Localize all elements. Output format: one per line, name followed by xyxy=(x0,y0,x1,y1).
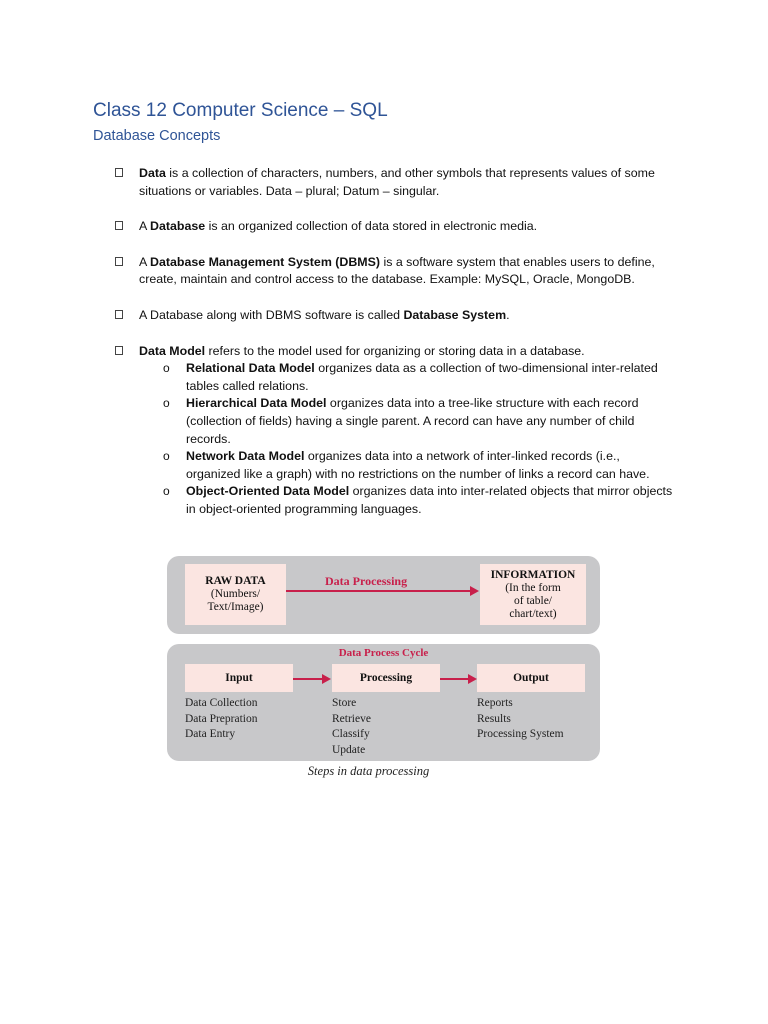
model-relational: o Relational Data Model organizes data as a collection of two-dimensional inter-related tables called relations. xyxy=(163,361,658,393)
cycle-title: Data Process Cycle xyxy=(338,647,429,659)
arrow-right-icon xyxy=(470,586,479,596)
stage-input: Input xyxy=(185,664,293,692)
circle-bullet-icon: o xyxy=(163,484,170,499)
stage-output: Output xyxy=(477,664,585,692)
bullet-data-model: Data Model refers to the model used for organizing or storing data in a database. o Relational Data Model organizes data as a collection of two-dimensional inter-related tables called relations. o Hierarchical Data Model organizes data into a tree-like structure with each record (collection of fields) having a single parent. A record can have any number of child records. o Network Data Model organizes data into a network of inter-linked records (i.e., organized like a graph) with no restrictions on the number of links a record can have. o Object-Oriented Data Model organizes data into inter-related objects that mirror objects in object-oriented programming languages. xyxy=(115,343,675,519)
output-steps: Reports Results Processing System xyxy=(477,697,564,740)
page-title: Class 12 Computer Science – SQL xyxy=(93,100,388,121)
circle-bullet-icon: o xyxy=(163,449,170,464)
circle-bullet-icon: o xyxy=(163,396,170,411)
bullet-dbms: A Database Management System (DBMS) is a software system that enables users to define, create, maintain and control access to the database. Example: MySQL, Oracle, MongoDB. xyxy=(115,254,675,289)
checkbox-bullet-icon xyxy=(115,257,123,266)
checkbox-bullet-icon xyxy=(115,221,123,230)
bullet-database: A Database is an organized collection of data stored in electronic media. xyxy=(115,218,675,236)
process-arrow-line xyxy=(286,590,470,592)
diagram-caption: Steps in data processing xyxy=(307,764,430,778)
data-model-list xyxy=(139,360,675,518)
data-processing-label: Data Processing xyxy=(325,574,408,588)
term-dbms: Database Management System (DBMS) xyxy=(150,254,381,269)
arrow-right-icon xyxy=(468,674,477,684)
arrow-right-icon xyxy=(322,674,331,684)
bullet-database-system: A Database along with DBMS software is called Database System. xyxy=(115,307,675,325)
term-data-model: Data Model xyxy=(139,343,206,358)
term-data: Data xyxy=(139,166,166,180)
checkbox-bullet-icon xyxy=(115,310,123,319)
term-database-system: Database System xyxy=(403,307,507,322)
input-steps: Data Collection Data Prepration Data Entry xyxy=(185,697,258,740)
processing-steps: Store Retrieve Classify Update xyxy=(332,697,371,756)
concept-list xyxy=(115,165,675,537)
checkbox-bullet-icon xyxy=(115,168,123,177)
model-object-oriented: o Object-Oriented Data Model organizes data into inter-related objects that mirror objects in object-oriented programming languages. xyxy=(163,484,673,516)
model-network: o Network Data Model organizes data into a network of inter-linked records (i.e., organized like a graph) with no restrictions on the number of links a record can have. xyxy=(163,449,650,481)
data-processing-panel xyxy=(167,556,600,634)
checkbox-bullet-icon xyxy=(115,346,123,355)
raw-data-box: RAW DATA (Numbers/ Text/Image) xyxy=(185,564,286,625)
circle-bullet-icon: o xyxy=(163,361,170,376)
information-box: INFORMATION (In the form of table/ chart/text) xyxy=(480,564,586,625)
bullet-data: Data is a collection of characters, numbers, and other symbols that represents values of some situations or variables. Data – plural; Datum – singular. xyxy=(115,165,675,200)
term-database: Database xyxy=(150,219,206,234)
processing-arrow-line xyxy=(440,678,468,680)
model-hierarchical: o Hierarchical Data Model organizes data into a tree-like structure with each record (collection of fields) having a single parent. A record can have any number of child records. xyxy=(163,396,639,446)
stage-processing: Processing xyxy=(332,664,440,692)
section-subtitle: Database Concepts xyxy=(93,128,221,144)
data-process-cycle-panel xyxy=(167,644,600,761)
input-arrow-line xyxy=(293,678,322,680)
